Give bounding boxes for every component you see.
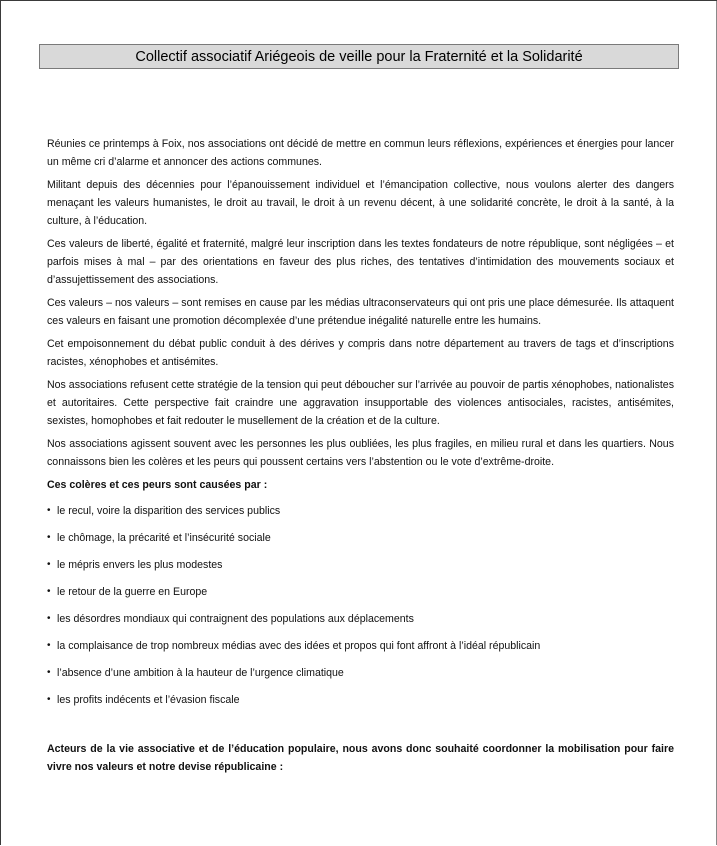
paragraph-3: Ces valeurs de liberté, égalité et fraternité, malgré leur inscription dans les textes fondateurs de notre république, sont négligées – et parfois mises à mal – par des orientations en faveur des plus riches, des tentatives d’intimidation des mouvements sociaux et d’assujettissement des associations.	[47, 238, 674, 286]
list-item-text: la complaisance de trop nombreux médias avec des idées et propos qui font affront à l’idéal républicain	[57, 640, 541, 652]
list-item-text: le recul, voire la disparition des services publics	[57, 505, 281, 517]
paragraph-6: Nos associations refusent cette stratégie de la tension qui peut déboucher sur l’arrivée au pouvoir de partis xénophobes, nationalistes et autoritaires. Cette perspective fait craindre une aggravation insupportable des violences antisociales, racistes, antisémites, sexistes, homophobes et fait redouter le musellement de la création et de la culture.	[47, 379, 674, 427]
paragraph-5: Cet empoisonnement du débat public conduit à des dérives y compris dans notre département au travers de tags et d’inscriptions racistes, xénophobes et antisémites.	[47, 338, 674, 368]
bullet-icon: •	[47, 694, 51, 705]
list-item-text: le chômage, la précarité et l’insécurité sociale	[57, 532, 271, 544]
paragraph-1: Réunies ce printemps à Foix, nos associations ont décidé de mettre en commun leurs réflexions, expériences et énergies pour lancer un même cri d’alarme et annoncer des actions communes.	[47, 138, 674, 168]
closing-paragraph: Acteurs de la vie associative et de l’éducation populaire, nous avons donc souhaité coordonner la mobilisation pour faire vivre nos valeurs et notre devise républicaine :	[47, 743, 674, 773]
bullet-icon: •	[47, 559, 51, 570]
list-item	[47, 583, 674, 610]
list-item	[47, 502, 674, 529]
list-item-text: les désordres mondiaux qui contraignent des populations aux déplacements	[57, 613, 414, 625]
title-banner	[39, 44, 679, 69]
bullet-icon: •	[47, 505, 51, 516]
list-item-text: le retour de la guerre en Europe	[57, 586, 208, 598]
bullet-icon: •	[47, 667, 51, 678]
document-body	[47, 135, 674, 781]
bullet-icon: •	[47, 640, 51, 651]
list-item	[47, 691, 674, 718]
bullet-icon: •	[47, 532, 51, 543]
paragraph-2: Militant depuis des décennies pour l’épanouissement individuel et l’émancipation collective, nous voulons alerter des dangers menaçant les valeurs humanistes, le droit au travail, le droit à un revenu décent, à une solidarité concrète, le droit à la santé, à la culture, à l’éducation.	[47, 179, 674, 227]
list-item-text: les profits indécents et l’évasion fiscale	[57, 694, 240, 706]
bullet-icon: •	[47, 586, 51, 597]
list-item	[47, 637, 674, 664]
list-item	[47, 556, 674, 583]
list-item	[47, 529, 674, 556]
list-item-text: l’absence d’une ambition à la hauteur de l’urgence climatique	[57, 667, 344, 679]
causes-list	[47, 502, 674, 718]
bullet-icon: •	[47, 613, 51, 624]
paragraph-4: Ces valeurs – nos valeurs – sont remises en cause par les médias ultraconservateurs qui ont pris une place démesurée. Ils attaquent ces valeurs en faisant une promotion décomplexée d’une prétendue inégalité naturelle entre les humains.	[47, 297, 674, 327]
list-item	[47, 610, 674, 637]
document-title: Collectif associatif Ariégeois de veille pour la Fraternité et la Solidarité	[135, 48, 583, 65]
list-item	[47, 664, 674, 691]
list-item-text: le mépris envers les plus modestes	[57, 559, 223, 571]
causes-heading: Ces colères et ces peurs sont causées par :	[47, 479, 268, 491]
paragraph-7: Nos associations agissent souvent avec les personnes les plus oubliées, les plus fragiles, en milieu rural et dans les quartiers. Nous connaissons bien les colères et les peurs qui poussent certains vers l’abstention ou le vote d’extrême-droite.	[47, 438, 674, 468]
